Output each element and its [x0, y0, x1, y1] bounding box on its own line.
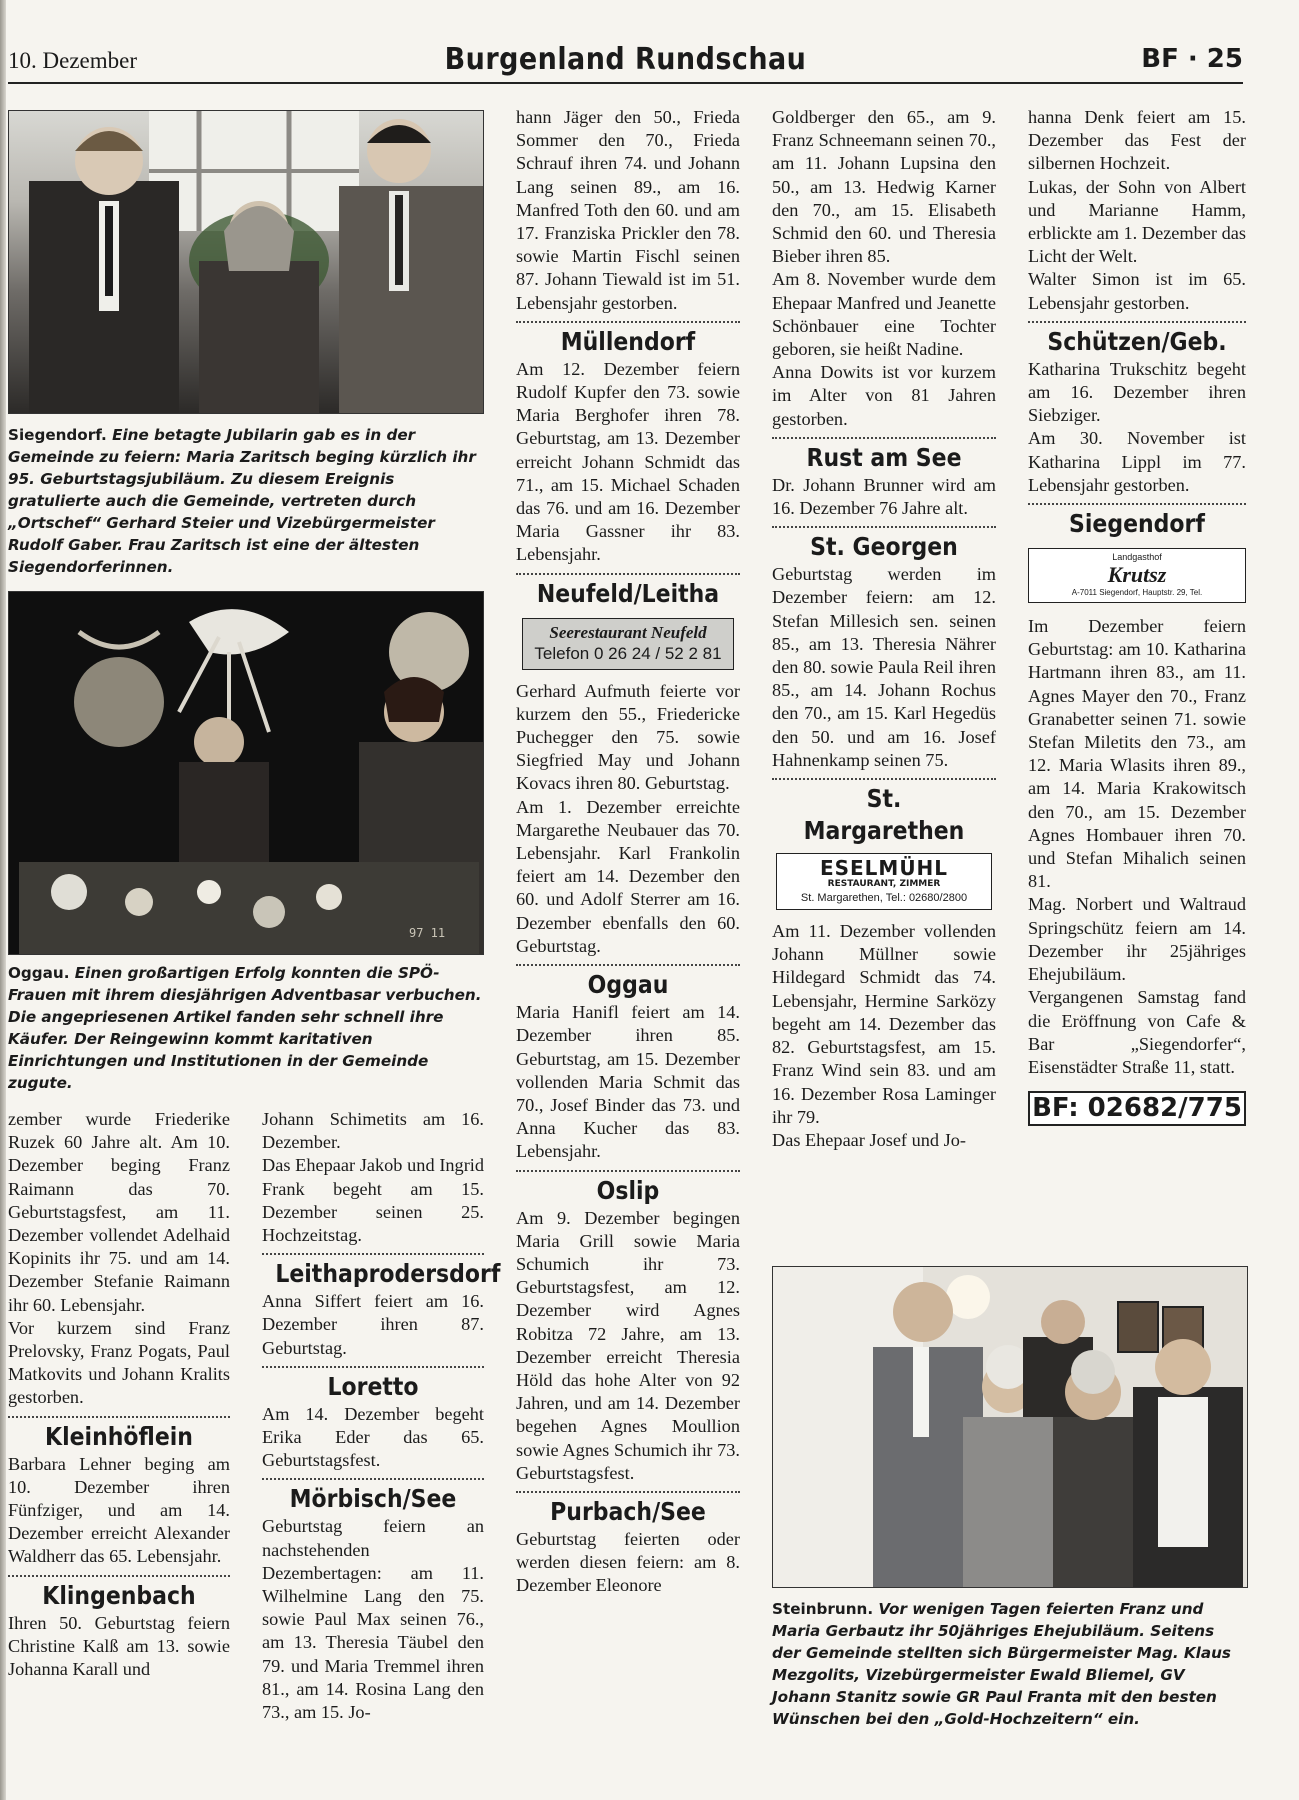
article-text: Am 11. Dezember vollenden Johann Müllner sowie Hildegard Schmidt das 74. Lebensjahr, Hermine Sarközy begeht am 14. Dezember das 82. Geburtstagsfest, am 15. Franz Wind sein 83. und am 16. Dezember Rosa Laminger ihr 79.: [772, 921, 996, 1127]
article-text: Katharina Trukschitz begeht am 16. Dezember ihren Siebziger.: [1028, 358, 1246, 426]
article-text: Dr. Johann Brunner wird am 16. Dezember 76 Jahre alt.: [772, 474, 996, 519]
article-text: Anna Siffert feiert am 16. Dezember ihren 87. Geburtstag.: [262, 1291, 484, 1358]
dotted-divider: [516, 1170, 740, 1172]
section-heading: Mörbisch/See: [289, 1484, 457, 1514]
page-number: BF · 25: [1141, 44, 1243, 74]
article-text: Anna Dowits ist vor kurzem im Alter von 81 Jahren gestorben.: [772, 362, 996, 429]
caption-place: Oggau.: [8, 964, 70, 982]
section-heading: St. Margarethen: [803, 784, 965, 846]
article-text: hanna Denk feiert am 15. Dezember das Fest der silbernen Hochzeit.: [1028, 107, 1246, 174]
article-text: Am 8. November wurde dem Ehepaar Manfred und Jeanette Schönbauer eine Tochter geboren, sie heißt Nadine.: [772, 269, 996, 360]
newspaper-title: Burgenland Rundschau: [444, 42, 807, 77]
article-text: Maria Hanifl feiert am 14. Dezember ihren 85. Geburtstag, am 15. Dezember vollenden Maria Schmit das 70., Josef Binder das 73. und Anna Kucher das 83. Lebensjahr.: [516, 1002, 740, 1162]
dotted-divider: [772, 526, 996, 528]
page-header: [8, 40, 1243, 84]
article-text: Das Ehepaar Josef und Jo-: [772, 1129, 966, 1150]
ad-top: Landgasthof: [1112, 552, 1162, 563]
article-text: Gerhard Aufmuth feierte vor kurzem den 55., Friedericke Puchegger den 75. sowie Siegfried May und Johann Kovacs ihren 80. Geburtstag.: [516, 680, 740, 794]
section-heading: Rust am See: [806, 442, 962, 472]
photo-steinbrunn-illustration: [773, 1267, 1247, 1587]
article-text: Am 12. Dezember feiern Rudolf Kupfer den 73. sowie Maria Berghofer ihren 78. Geburtstag, am 13. Dezember erreicht Johann Schmidt das 71., am 15. Michael Schaden das 76. und am 16. Dezember Maria Gassner ihr 83. Lebensjahr.: [516, 358, 740, 565]
section-heading: Leithaprodersdorf: [275, 1259, 501, 1289]
section-heading: Loretto: [327, 1371, 419, 1401]
bf-phone-box: BF: 02682/775: [1028, 1091, 1246, 1126]
section-heading: Oggau: [587, 970, 669, 1000]
article-text: Geburtstag werden im Dezember feiern: am 12. Stefan Millesich sen. seinen 85., am 13. Theresia Nährer den 80. sowie Paula Reil ihren 85., am 14. Johann Rochus den 70., am 15. Karl Hegedüs den 50. und am 16. Josef Hahnenkamp seinen 75.: [772, 564, 996, 770]
caption-text: Einen großartigen Erfolg konnten die SPÖ-Frauen mit ihrem diesjährigen Adventbasar verbuchen. Die angepriesenen Artikel fanden sehr schnell ihre Käufer. Der Reingewinn kommt karitativen Einrichtungen und Institutionen in der Gemeinde zugute.: [8, 964, 482, 1092]
article-text: Im Dezember feiern Geburtstag: am 10. Katharina Hartmann ihren 83., am 11. Agnes Mayer den 70., Franz Granabetter seinen 71. sowie Stefan Miletits den 73., am 12. Maria Wlasits ihren 89., am 14. Maria Krakowitsch den 70., am 15. Dezember Agnes Hombauer ihren 70. und Stefan Mihalich seinen 81.: [1028, 616, 1246, 892]
ad-name: Krutsz: [1107, 562, 1167, 588]
article-text: Am 1. Dezember erreichte Margarethe Neubauer das 70. Lebensjahr. Karl Frankolin feiert am 14. Dezember den 60. und Adolf Sterrer am 16. Dezember ebenfalls den 60. Geburtstag.: [516, 796, 740, 956]
column-5: [1028, 106, 1246, 1126]
article-text: Barbara Lehner beging am 10. Dezember ihren Fünfziger, und am 14. Dezember erreicht Alexander Waldherr das 65. Lebensjahr.: [8, 1453, 230, 1567]
section-heading: St. Georgen: [810, 532, 958, 562]
ad-name: ESELMÜHL: [819, 856, 949, 881]
photo-oggau-illustration: [9, 592, 483, 954]
dotted-divider: [262, 1253, 484, 1255]
article-text: hann Jäger den 50., Frieda Sommer den 70., Frieda Schrauf ihren 74. und Johann Lang seinen 89., am 16. Manfred Toth den 60. und am 17. Franziska Prickler den 78. sowie Martin Fischl seinen 87. Johann Tiewald ist im 51. Lebensjahr gestorben.: [516, 107, 740, 313]
section-heading: Neufeld/Leitha: [536, 578, 720, 608]
caption-steinbrunn: [772, 1598, 1248, 1730]
article-text: Johann Schimetits am 16. Dezember.: [262, 1109, 484, 1153]
section-heading: Müllendorf: [560, 326, 696, 356]
section-heading: Klingenbach: [42, 1580, 196, 1610]
column-1: [8, 1108, 230, 1681]
article-text: Mag. Norbert und Waltraud Springschütz feiern am 14. Dezember ihr 25jähriges Ehejubiläum.: [1028, 894, 1246, 985]
article-text: Geburtstag feierten oder werden diesen feiern: am 8. Dezember Eleonore: [516, 1528, 740, 1596]
ad-seerestaurant: [522, 618, 734, 670]
article-text: Ihren 50. Geburtstag feiern Christine Kalß am 13. sowie Johanna Karall und: [8, 1612, 230, 1680]
page-edge: [0, 0, 6, 1800]
section-heading: Kleinhöflein: [45, 1421, 193, 1451]
caption-text: Eine betagte Jubilarin gab es in der Gemeinde zu feiern: Maria Zaritsch beging kürzlich ihr 95. Geburtstagsjubiläum. Zu diesem Ereignis gratulierte auch die Gemeinde, vertreten durch „Ortschef“ Gerhard Steier und Vizebürgermeister Rudolf Gaber. Frau Zaritsch ist eine der ältesten Siegendorferinnen.: [8, 426, 476, 576]
caption-oggau: [8, 962, 484, 1094]
section-heading: Oslip: [596, 1175, 660, 1205]
section-heading: Siegendorf: [1069, 509, 1205, 539]
dotted-divider: [8, 1416, 230, 1418]
section-heading: Schützen/Geb.: [1047, 326, 1227, 356]
article-text: Vergangenen Samstag fand die Eröffnung von Cafe & Bar „Siegendorfer“, Eisenstädter Straße 11, statt.: [1028, 987, 1246, 1077]
section-heading: Purbach/See: [550, 1496, 706, 1526]
photo-siegendorf-illustration: [9, 111, 483, 413]
dotted-divider: [516, 321, 740, 323]
caption-text: Vor wenigen Tagen feierten Franz und Maria Gerbautz ihr 50jähriges Ehejubiläum. Seitens der Gemeinde stellten sich Bürgermeister Mag. Klaus Mezgolits, Vizebürgermeister Ewald Bliemel, GV Johann Stanitz sowie GR Paul Franta mit den besten Wünschen bei den „Gold-Hochzeitern“ ein.: [772, 1600, 1231, 1728]
column-2: [262, 1108, 501, 1724]
dotted-divider: [8, 1575, 230, 1577]
article-text: Lukas, der Sohn von Albert und Marianne Hamm, erblickte am 1. Dezember das Licht der Welt.: [1028, 176, 1246, 267]
dotted-divider: [262, 1366, 484, 1368]
ad-eselmuehl: [776, 853, 992, 910]
column-4: [772, 106, 996, 1152]
dotted-divider: [516, 964, 740, 966]
article-text: Walter Simon ist im 65. Lebensjahr gestorben.: [1028, 269, 1246, 313]
ad-landgasthof: [1028, 548, 1246, 603]
dotted-divider: [516, 1491, 740, 1493]
dotted-divider: [262, 1478, 484, 1480]
article-text: Am 9. Dezember begingen Maria Grill sowie Maria Schumich ihr 73. Geburtstagsfest, am 12. Dezember wird Agnes Robitza 72 Jahre, am 13. Dezember erreicht Theresia Höld das hohe Alter von 92 Jahren, und am 14. Dezember begehen Agnes Moullion sowie Agnes Schumich ihr 73. Geburtstagsfest.: [516, 1207, 740, 1483]
photo-steinbrunn: [772, 1266, 1248, 1588]
ad-address: A-7011 Siegendorf, Hauptstr. 29, Tel.: [1071, 588, 1203, 598]
article-text: Goldberger den 65., am 9. Franz Schneemann seinen 70., am 11. Johann Lupsina den 50., am 13. Hedwig Karner den 70., am 15. Elisabeth Schmid den 60. und Theresia Bieber ihren 85.: [772, 107, 996, 267]
caption-place: Steinbrunn.: [772, 1600, 874, 1618]
dotted-divider: [516, 573, 740, 575]
caption-place: Siegendorf.: [8, 426, 107, 444]
article-text: Geburtstag feiern an nachstehenden Dezembertagen: am 11. Wilhelmine Lang den 75. sowie Paul Max seinen 76., am 13. Theresia Täubel den 79. und Maria Tremmel ihren 81., am 14. Rosina Lang den 73., am 15. Jo-: [262, 1516, 484, 1723]
dotted-divider: [1028, 321, 1246, 323]
ad-subtitle: RESTAURANT, ZIMMER: [827, 879, 941, 890]
caption-siegendorf: [8, 424, 484, 578]
column-3: [516, 106, 740, 1598]
issue-date: 10. Dezember: [8, 48, 137, 73]
dotted-divider: [772, 778, 996, 780]
photo-oggau: [8, 591, 484, 955]
article-text: Vor kurzem sind Franz Prelovsky, Franz Pogats, Paul Matkovits und Johann Kralits gestorben.: [8, 1317, 230, 1408]
article-text: Am 14. Dezember begeht Erika Eder das 65. Geburtstagsfest.: [262, 1403, 484, 1471]
ad-address: St. Margarethen, Tel.: 02680/2800: [800, 892, 968, 905]
ad-phone: Telefon 0 26 24 / 52 2 81: [534, 643, 722, 663]
dotted-divider: [772, 437, 996, 439]
svg-text:97 11: 97 11: [409, 926, 446, 940]
dotted-divider: [1028, 503, 1246, 505]
photo-siegendorf: [8, 110, 484, 414]
article-text: Das Ehepaar Jakob und Ingrid Frank begeht am 15. Dezember seinen 25. Hochzeitstag.: [262, 1155, 484, 1246]
article-text: Am 30. November ist Katharina Lippl im 77. Lebensjahr gestorben.: [1028, 428, 1246, 495]
article-text: zember wurde Friederike Ruzek 60 Jahre alt. Am 10. Dezember beging Franz Raimann das 70. Geburtstagsfest, am 11. Dezember vollendet Adelhaid Kopinits ihr 75. und am 14. Dezember Stefanie Raimann ihr 60. Lebensjahr.: [8, 1109, 230, 1315]
ad-name: Seerestaurant Neufeld: [549, 622, 707, 642]
